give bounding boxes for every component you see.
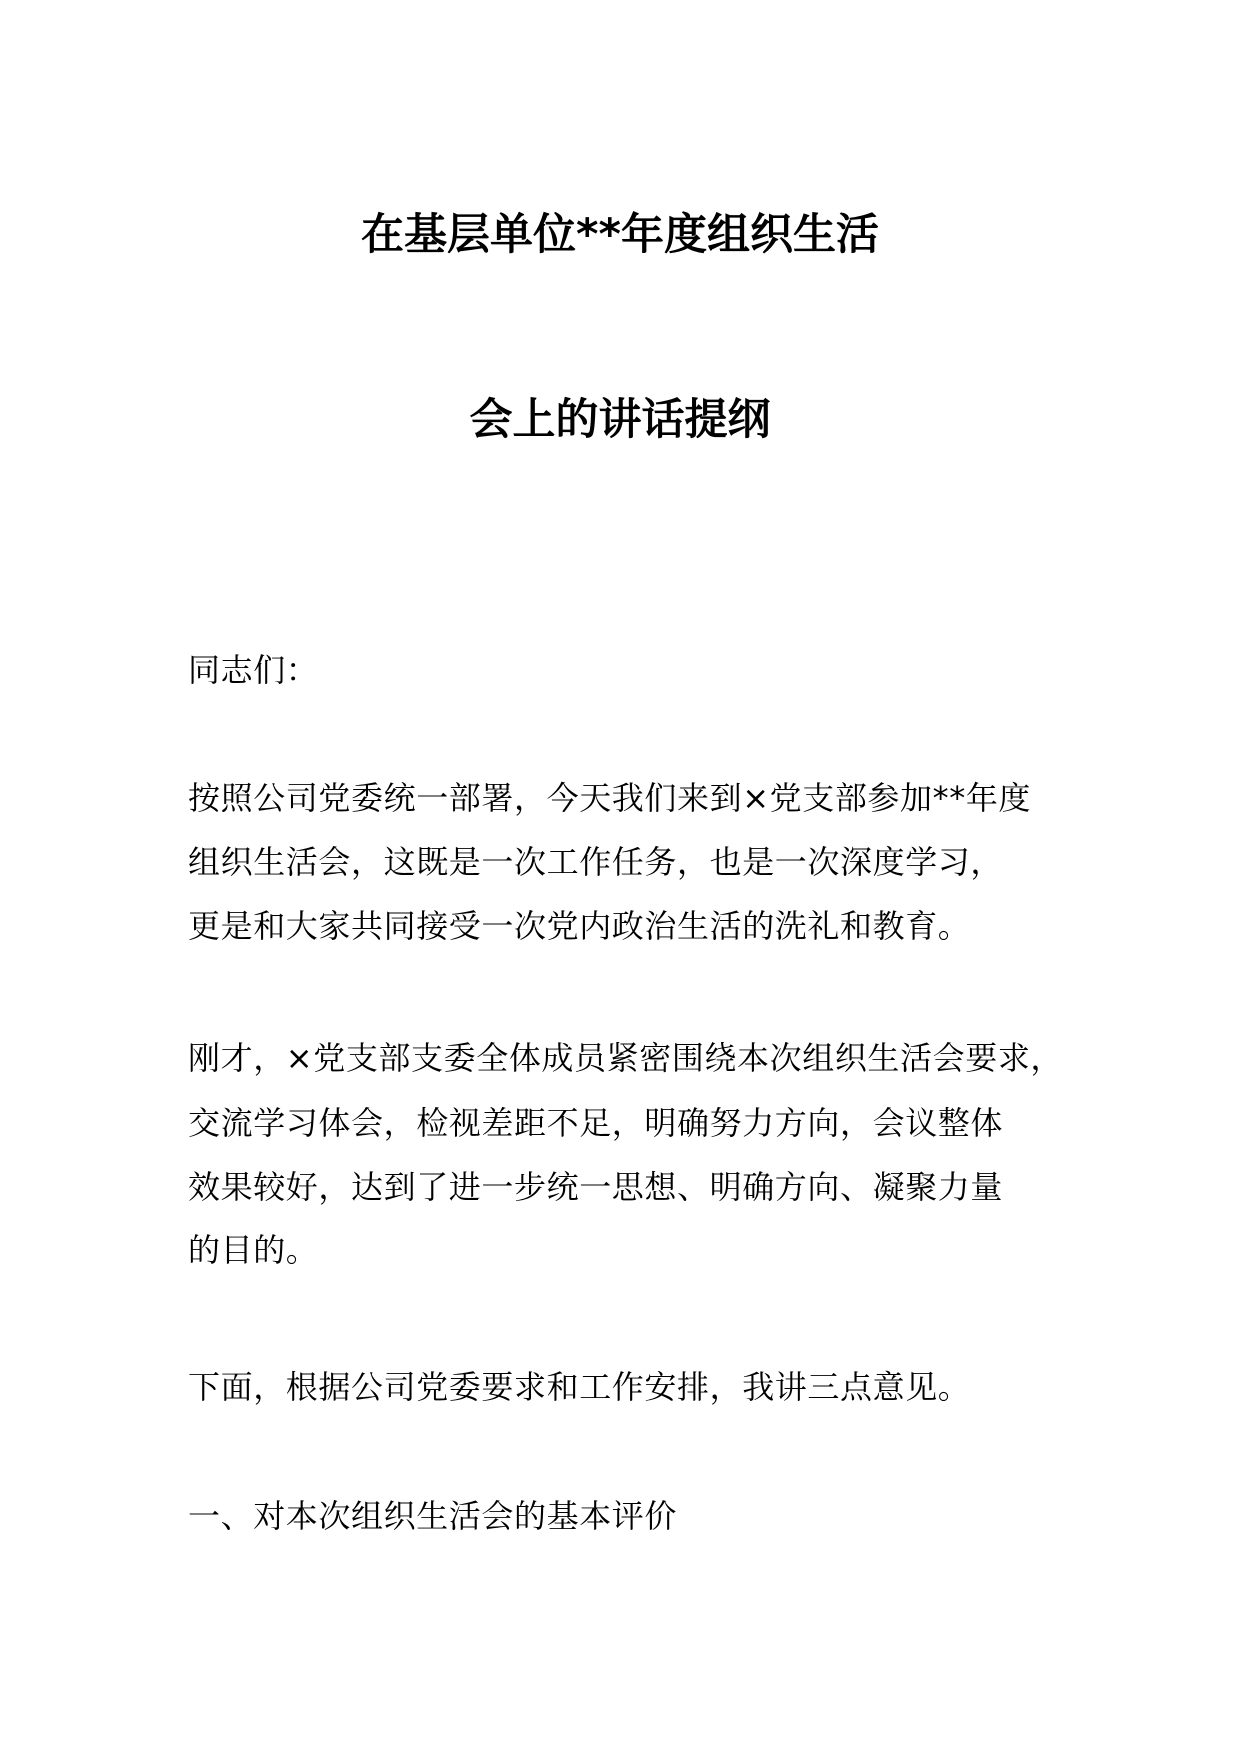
paragraph-3: 下面，根据公司党委要求和工作安排，我讲三点意见。 <box>188 1368 971 1406</box>
paragraph-2-line-2: 交流学习体会，检视差距不足，明确努力方向，会议整体 <box>188 1104 1004 1142</box>
paragraph-1-line-2: 组织生活会，这既是一次工作任务，也是一次深度学习， <box>188 843 1004 881</box>
section-heading-1: 一、对本次组织生活会的基本评价 <box>188 1497 678 1535</box>
salutation: 同志们： <box>188 651 319 689</box>
paragraph-2-line-4: 的目的。 <box>188 1231 319 1269</box>
paragraph-2-line-1: 刚才，×党支部支委全体成员紧密围绕本次组织生活会要求， <box>188 1039 1064 1077</box>
document-title-line-2: 会上的讲话提纲 <box>469 395 771 445</box>
paragraph-1-line-3: 更是和大家共同接受一次党内政治生活的洗礼和教育。 <box>188 907 971 945</box>
document-title-line-1: 在基层单位**年度组织生活 <box>361 210 879 260</box>
paragraph-1-line-1: 按照公司党委统一部署，今天我们来到×党支部参加**年度 <box>188 779 1032 817</box>
paragraph-2-line-3: 效果较好，达到了进一步统一思想、明确方向、凝聚力量 <box>188 1168 1004 1206</box>
